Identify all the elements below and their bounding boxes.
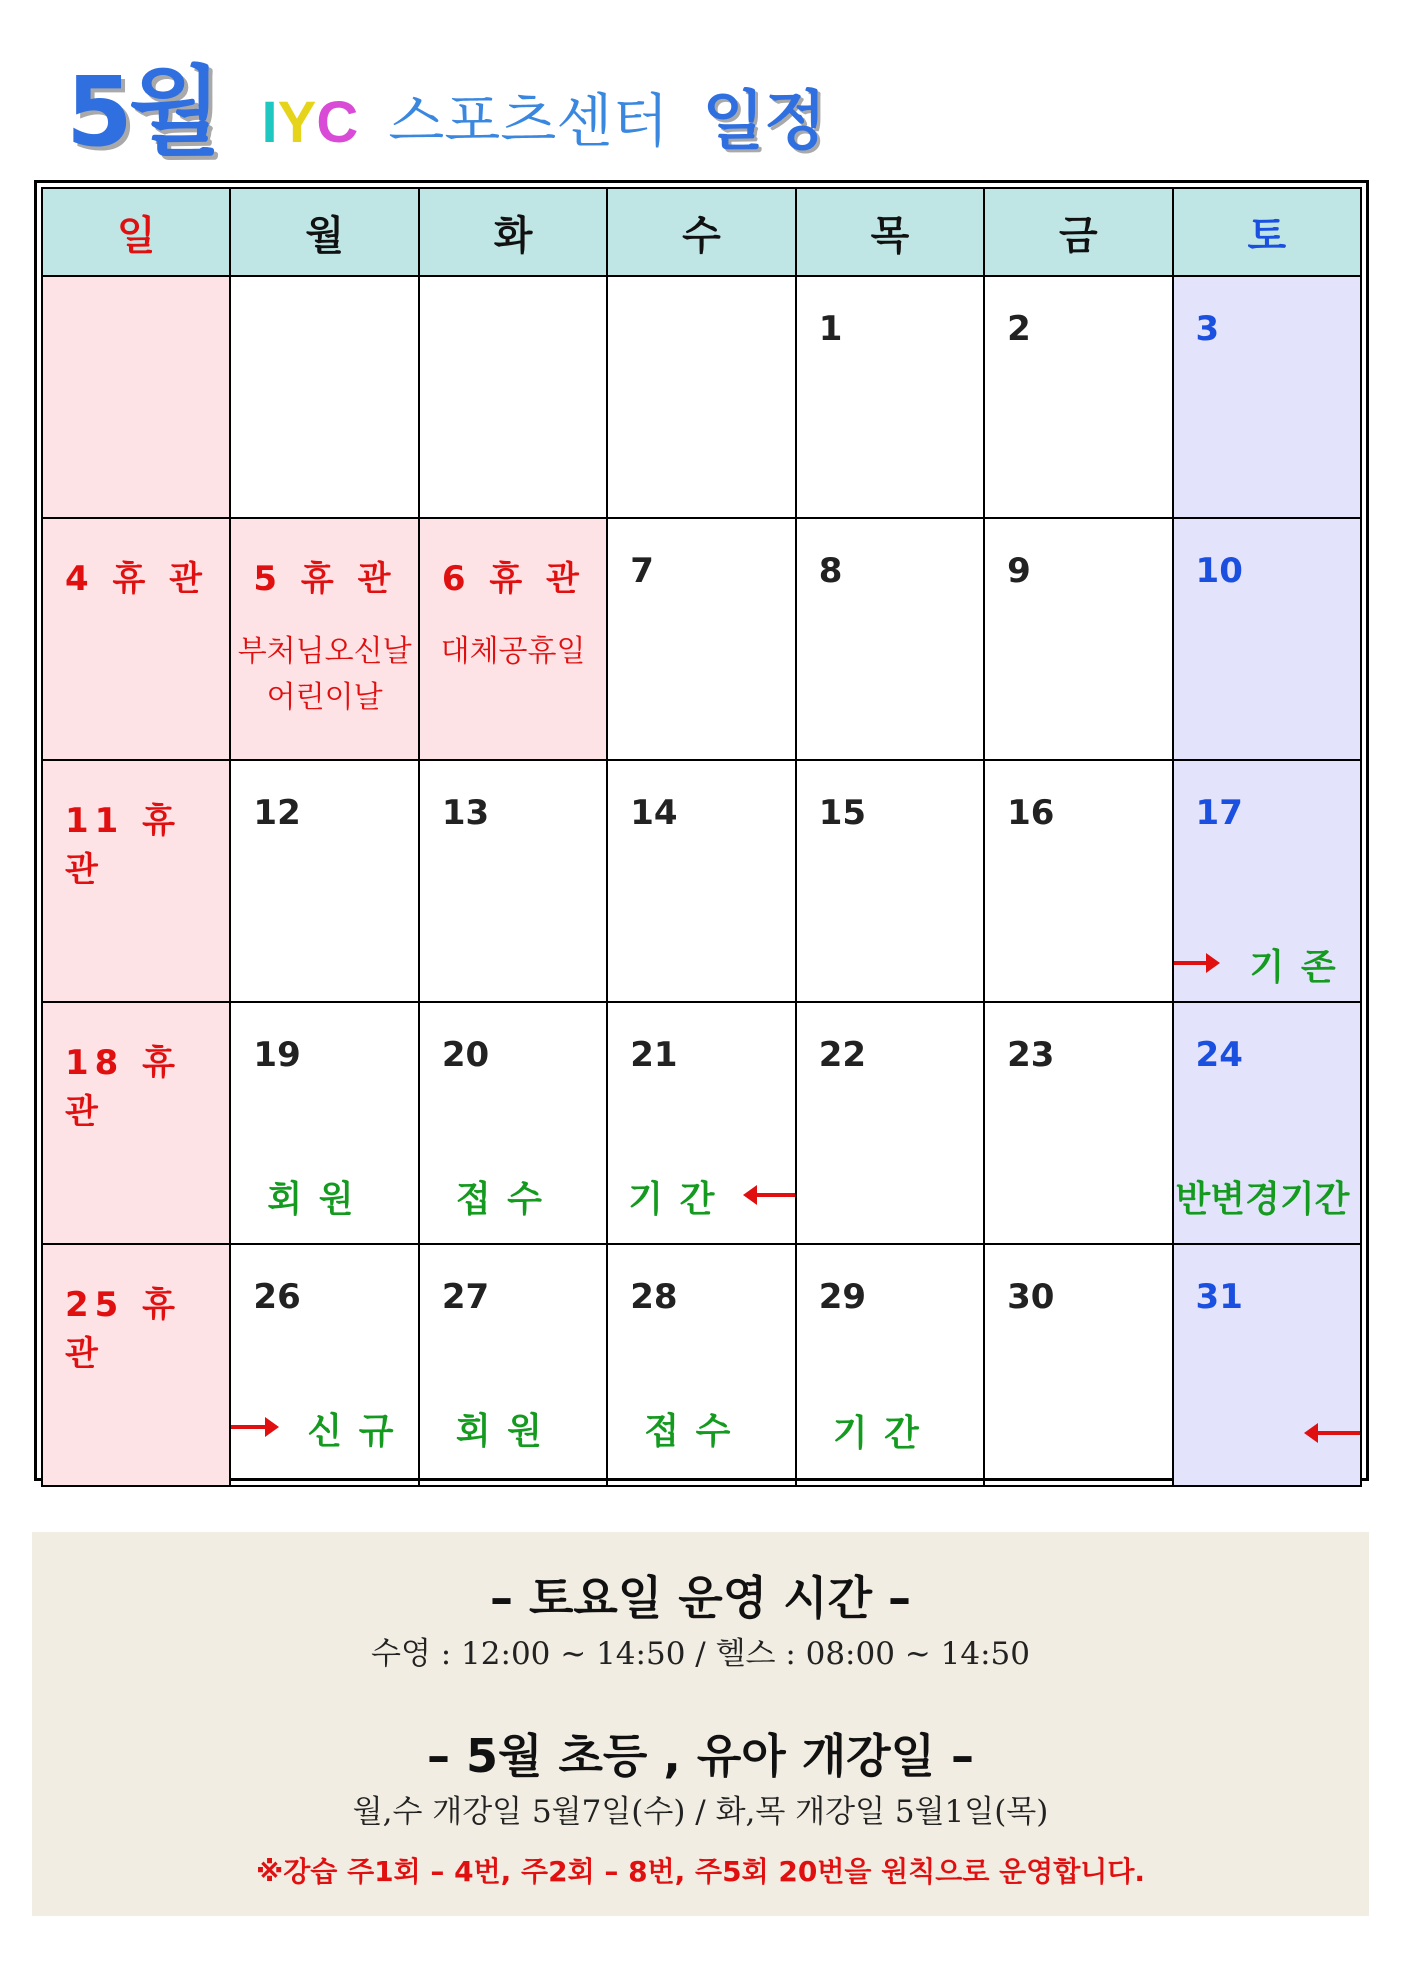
day-cell-17	[1173, 760, 1361, 1002]
day-number: 23	[1007, 1035, 1055, 1075]
day-number: 13	[441, 793, 490, 833]
day-number: 18 휴 관	[65, 1043, 181, 1132]
day-cell-2	[984, 276, 1172, 518]
class-start-heading: – 5월 초등 , 유아 개강일 –	[426, 1729, 975, 1783]
calendar-week-2	[42, 518, 1361, 760]
day-number: 30	[1007, 1277, 1055, 1317]
day-cell-31	[1173, 1244, 1361, 1486]
day-cell-21	[607, 1002, 795, 1244]
existing-member-period-label: 기 간	[628, 1179, 717, 1220]
day-number: 27	[441, 1277, 490, 1317]
day-cell-12	[230, 760, 418, 1002]
day-cell-empty	[419, 276, 607, 518]
day-cell-8	[796, 518, 984, 760]
day-number: 29	[818, 1277, 867, 1317]
existing-member-period-label: 접 수	[455, 1179, 544, 1220]
day-cell-empty	[230, 276, 418, 518]
class-change-period-label: 반변경기간	[1175, 1179, 1350, 1220]
period-end-arrow-icon	[755, 1193, 795, 1197]
day-number: 31	[1195, 1277, 1243, 1317]
day-number: 2	[1007, 309, 1031, 349]
weekday-saturday: 토	[1173, 188, 1361, 276]
day-number: 12	[253, 793, 301, 833]
day-cell-25	[42, 1244, 230, 1486]
weekday-header-row	[42, 188, 1361, 276]
day-number: 25 휴 관	[65, 1285, 181, 1374]
existing-member-period-label: 회 원	[267, 1179, 356, 1220]
title-iyc-letter: I	[261, 90, 278, 155]
calendar-week-4	[42, 1002, 1361, 1244]
day-cell-9	[984, 518, 1172, 760]
day-number: 28	[630, 1277, 678, 1317]
day-cell-empty	[607, 276, 795, 518]
holiday-name: 어린이날	[266, 680, 383, 715]
weekday-monday: 월	[230, 188, 418, 276]
title-schedule: 일정	[702, 85, 827, 159]
title-month: 5월	[66, 56, 218, 168]
new-member-period-label: 접 수	[644, 1411, 733, 1452]
new-member-period-label: 회 원	[455, 1411, 544, 1452]
day-number: 6 휴 관	[441, 559, 585, 599]
weekday-thursday: 목	[796, 188, 984, 276]
day-cell-30	[984, 1244, 1172, 1486]
day-cell-22	[796, 1002, 984, 1244]
day-number: 21	[630, 1035, 678, 1075]
day-cell-empty	[42, 276, 230, 518]
day-cell-27	[419, 1244, 607, 1486]
saturday-hours-text: 수영 : 12:00 ~ 14:50 / 헬스 : 08:00 ~ 14:50	[371, 1636, 1030, 1672]
day-cell-1	[796, 276, 984, 518]
day-cell-24	[1173, 1002, 1361, 1244]
day-cell-15	[796, 760, 984, 1002]
title-center: 스포츠센터	[388, 87, 669, 155]
lesson-policy-note: ※강습 주1회 – 4번, 주2회 – 8번, 주5회 20번을 원칙으로 운영합니다.	[256, 1855, 1145, 1888]
day-number: 1	[818, 309, 843, 349]
day-number: 9	[1007, 551, 1031, 591]
day-cell-20	[419, 1002, 607, 1244]
day-cell-18	[42, 1002, 230, 1244]
day-cell-29	[796, 1244, 984, 1486]
calendar-week-5	[42, 1244, 1361, 1486]
day-number: 10	[1195, 551, 1243, 591]
holiday-note	[231, 629, 417, 721]
calendar-table	[41, 187, 1362, 1487]
day-number: 16	[1007, 793, 1055, 833]
holiday-name: 부처님오신날	[237, 634, 412, 669]
day-number: 22	[818, 1035, 867, 1075]
new-member-period-label: 기 간	[832, 1413, 921, 1454]
title-iyc-letter: C	[316, 90, 359, 155]
day-cell-26	[230, 1244, 418, 1486]
title-iyc-letter: Y	[277, 90, 317, 155]
day-cell-16	[984, 760, 1172, 1002]
period-start-arrow-icon	[1174, 961, 1208, 965]
period-start-arrow-icon	[231, 1425, 267, 1429]
weekday-tuesday: 화	[419, 188, 607, 276]
calendar	[34, 180, 1369, 1481]
day-cell-11	[42, 760, 230, 1002]
holiday-note	[420, 629, 606, 675]
calendar-week-3	[42, 760, 1361, 1002]
day-cell-10	[1173, 518, 1361, 760]
info-box	[32, 1532, 1369, 1916]
title-iyc	[261, 90, 359, 155]
day-number: 8	[818, 551, 843, 591]
holiday-name: 대체공휴일	[440, 634, 586, 669]
page-title	[66, 40, 827, 168]
day-cell-5	[230, 518, 418, 760]
weekday-wednesday: 수	[607, 188, 795, 276]
day-number: 17	[1195, 793, 1243, 833]
day-number: 3	[1195, 309, 1220, 349]
class-start-dates: 월,수 개강일 5월7일(수) / 화,목 개강일 5월1일(목)	[352, 1794, 1049, 1830]
day-number: 7	[630, 551, 654, 591]
day-number: 24	[1195, 1035, 1243, 1075]
day-number: 4 휴 관	[65, 559, 209, 599]
day-cell-14	[607, 760, 795, 1002]
day-number: 11 휴 관	[65, 801, 181, 890]
day-number: 26	[253, 1277, 301, 1317]
day-cell-6	[419, 518, 607, 760]
calendar-week-1	[42, 276, 1361, 518]
day-number: 15	[818, 793, 867, 833]
new-member-period-label: 신 규	[307, 1411, 396, 1452]
weekday-sunday: 일	[42, 188, 230, 276]
saturday-hours-heading: – 토요일 운영 시간 –	[489, 1571, 912, 1625]
day-number: 14	[630, 793, 678, 833]
day-cell-23	[984, 1002, 1172, 1244]
day-number: 19	[253, 1035, 301, 1075]
day-cell-28	[607, 1244, 795, 1486]
day-cell-13	[419, 760, 607, 1002]
weekday-friday: 금	[984, 188, 1172, 276]
day-cell-7	[607, 518, 795, 760]
day-cell-3	[1173, 276, 1361, 518]
existing-member-period-label: 기 존	[1249, 947, 1338, 988]
day-number: 5 휴 관	[253, 559, 397, 599]
day-cell-4	[42, 518, 230, 760]
period-end-arrow-icon	[1316, 1431, 1360, 1435]
day-number: 20	[441, 1035, 490, 1075]
day-cell-19	[230, 1002, 418, 1244]
